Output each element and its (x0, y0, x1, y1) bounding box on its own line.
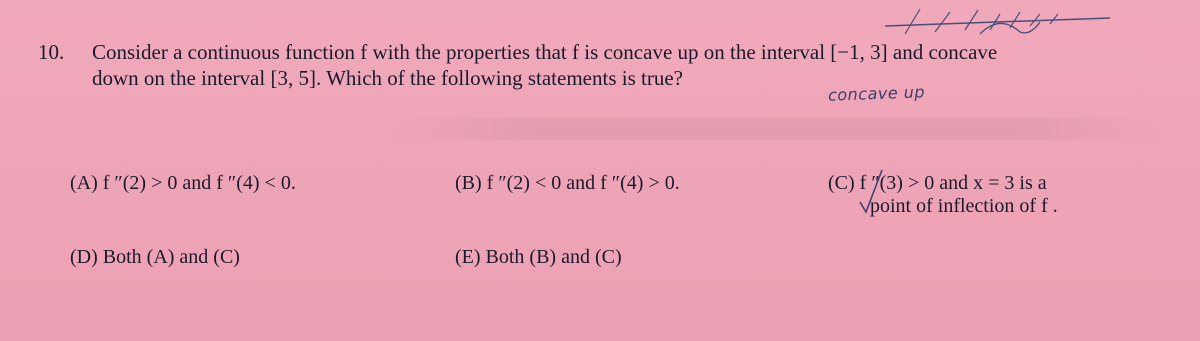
handwritten-note: concave up (827, 82, 926, 105)
answer-choice-c[interactable]: (C) f ″(3) > 0 and x = 3 is a (828, 172, 1047, 194)
question-text-line-1: Consider a continuous function f with the properties that f is concave up on the interval [−1, 3] and concave (92, 40, 998, 64)
handwritten-check-icon (856, 168, 886, 216)
handwritten-number-line-scribble (880, 4, 1120, 44)
question-text-line-2: down on the interval [3, 5]. Which of the following statements is true? (92, 66, 683, 90)
answer-choice-e[interactable]: (E) Both (B) and (C) (455, 246, 622, 268)
faded-back-text (380, 118, 1170, 140)
question-number: 10. (38, 40, 65, 64)
answer-choice-a[interactable]: (A) f ″(2) > 0 and f ″(4) < 0. (70, 172, 296, 194)
answer-choice-c-continued: point of inflection of f . (870, 195, 1058, 217)
answer-choice-d[interactable]: (D) Both (A) and (C) (70, 246, 240, 268)
answer-choice-b[interactable]: (B) f ″(2) < 0 and f ″(4) > 0. (455, 172, 680, 194)
